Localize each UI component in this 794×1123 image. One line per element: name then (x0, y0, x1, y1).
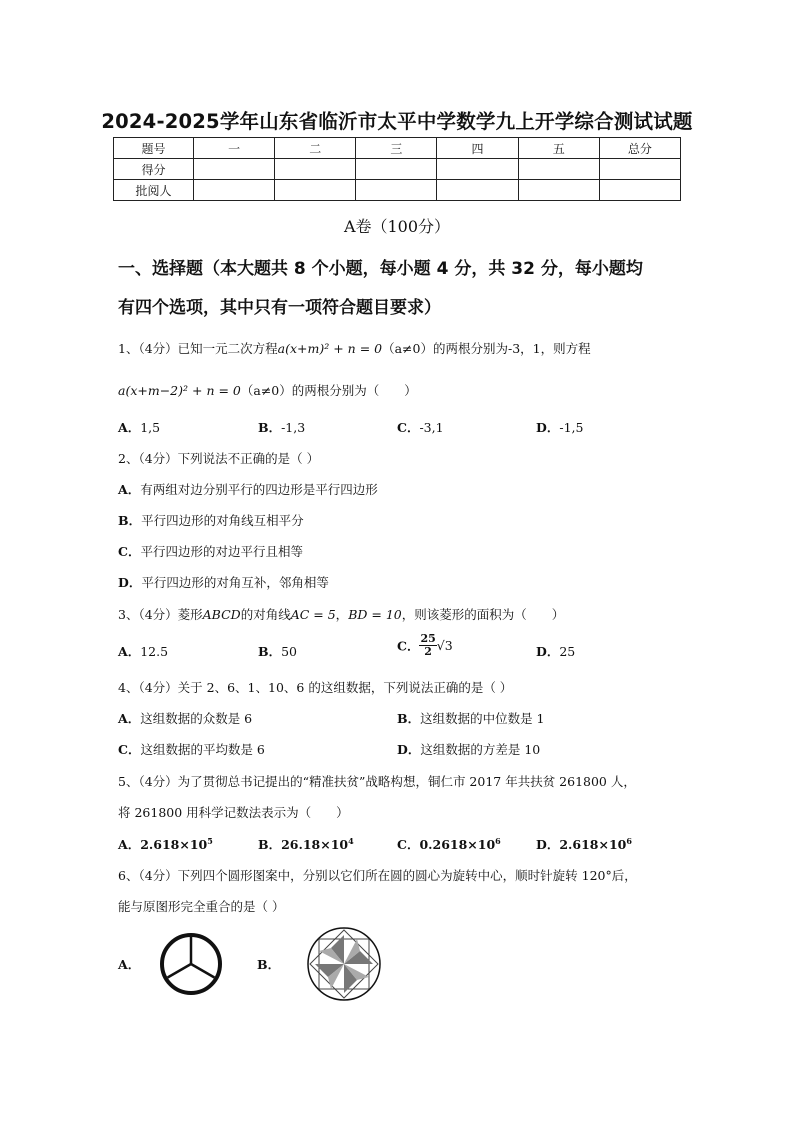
option-text: 有两组对边分别平行的四边形是平行四边形 (140, 482, 378, 497)
option-base: 26.18×10 (281, 837, 349, 852)
option-text: -3,1 (419, 420, 444, 435)
table-cell (437, 180, 518, 201)
q1-option-b[interactable] (258, 418, 305, 436)
option-letter: B． (258, 420, 282, 435)
q1-option-c[interactable] (397, 418, 444, 436)
q3-prefix: 3、（4分）菱形 (118, 607, 203, 622)
fraction-numerator: 25 (420, 632, 436, 645)
q4-option-a[interactable] (118, 709, 252, 727)
option-letter: D． (397, 742, 421, 757)
option-base: 2.618×10 (559, 837, 627, 852)
option-base: 2.618×10 (140, 837, 208, 852)
table-cell (599, 180, 680, 201)
q3-sep: ， (335, 607, 349, 622)
option-letter: A． (118, 420, 141, 435)
option-exponent: 5 (207, 835, 213, 846)
option-letter: C． (118, 544, 141, 559)
table-cell (275, 180, 356, 201)
table-cell (356, 180, 437, 201)
q4-option-c[interactable] (118, 740, 265, 758)
option-text: 这组数据的方差是 10 (420, 742, 541, 757)
sqrt-value: √3 (436, 638, 453, 653)
option-text: 这组数据的众数是 6 (140, 711, 253, 726)
q1-stem-line1 (118, 339, 591, 357)
option-exponent: 6 (495, 835, 501, 846)
option-letter: C． (397, 837, 420, 852)
q2-option-a[interactable] (118, 480, 378, 498)
q5-option-b[interactable] (258, 835, 354, 853)
option-letter: D． (536, 644, 560, 659)
option-letter: C． (397, 420, 420, 435)
table-cell: 批阅人 (114, 180, 194, 201)
q4-option-d[interactable] (397, 740, 540, 758)
option-letter: C． (118, 742, 141, 757)
option-text: 平行四边形的对角互补，邻角相等 (141, 575, 329, 590)
q1-prefix: 1、（4分）已知一元二次方程 (118, 341, 278, 356)
q1-option-a[interactable] (118, 418, 160, 436)
option-letter: C． (397, 638, 420, 654)
q1-equation1: a(x+m)² + n = 0 (277, 341, 383, 356)
score-table-row (114, 159, 681, 180)
q3-suffix: ，则该菱形的面积为（ ） (401, 607, 565, 622)
option-text: 25 (559, 644, 576, 659)
q3-ac: AC = 5 (290, 607, 336, 622)
option-base: 0.2618×10 (419, 837, 496, 852)
option-text: -1,5 (559, 420, 584, 435)
part1-heading-line2: 有四个选项，其中只有一项符合题目要求） (118, 298, 441, 318)
option-text: 1,5 (140, 420, 161, 435)
option-letter: A． (118, 644, 141, 659)
option-letter: B． (397, 711, 421, 726)
option-letter: B． (258, 644, 282, 659)
table-cell: 四 (437, 138, 518, 159)
q2-stem: 2、（4分）下列说法不正确的是（ ） (118, 451, 320, 466)
option-letter: B． (258, 837, 282, 852)
option-letter: B． (257, 957, 281, 972)
q3-option-b[interactable] (258, 642, 297, 660)
option-text: 这组数据的平均数是 6 (140, 742, 265, 757)
q3-stem (118, 605, 564, 623)
q1-option-d[interactable] (536, 418, 583, 436)
table-cell: 得分 (114, 159, 194, 180)
three-pointed-star-circle-icon (158, 931, 224, 997)
q3-abcd: ABCD (202, 607, 241, 622)
table-cell (599, 159, 680, 180)
option-letter: A． (118, 711, 141, 726)
q1-suffix: （a≠0）的两根分别为（ ） (240, 383, 417, 398)
q3-option-a[interactable] (118, 642, 168, 660)
q2-option-d[interactable] (118, 573, 329, 591)
option-text: 12.5 (140, 644, 169, 659)
table-cell: 三 (356, 138, 437, 159)
table-cell: 总分 (599, 138, 680, 159)
table-cell: 二 (275, 138, 356, 159)
q5-stem-line1: 5、（4分）为了贯彻总书记提出的“精准扶贫”战略构想，铜仁市 2017 年共扶贫 261800 人， (118, 774, 636, 789)
option-letter: A． (118, 957, 141, 972)
q6-option-a[interactable] (118, 955, 140, 973)
q5-option-d[interactable] (536, 835, 632, 853)
option-letter: A． (118, 837, 141, 852)
q1-equation2: a(x+m−2)² + n = 0 (118, 383, 241, 398)
option-letter: D． (536, 420, 560, 435)
option-letter: D． (118, 575, 142, 590)
score-table (113, 137, 681, 201)
part1-heading-line1: 一、选择题（本大题共 8 个小题，每小题 4 分，共 32 分，每小题均 (118, 259, 643, 279)
q1-mid: （a≠0）的两根分别为-3，1，则方程 (382, 341, 591, 356)
fraction-denominator: 2 (424, 645, 432, 658)
fraction (419, 633, 436, 658)
table-cell: 题号 (114, 138, 194, 159)
option-letter: B． (118, 513, 142, 528)
q6-option-b[interactable] (257, 955, 280, 973)
q5-stem-line2: 将 261800 用科学记数法表示为（ ） (118, 805, 349, 820)
q3-option-d[interactable] (536, 642, 575, 660)
q3-mid1: 的对角线 (240, 607, 291, 622)
option-text: 平行四边形的对角线互相平分 (141, 513, 304, 528)
q2-option-c[interactable] (118, 542, 303, 560)
score-table-row (114, 180, 681, 201)
option-letter: A． (118, 482, 141, 497)
pinwheel-circle-icon (305, 925, 383, 1003)
q3-option-c[interactable] (397, 633, 453, 658)
q1-stem-line2 (118, 381, 417, 399)
option-exponent: 6 (626, 835, 632, 846)
q2-option-b[interactable] (118, 511, 304, 529)
section-a-title: A卷（100分） (343, 217, 451, 236)
table-cell (437, 159, 518, 180)
q5-option-a[interactable] (118, 835, 213, 853)
option-text: -1,3 (281, 420, 306, 435)
table-cell: 一 (194, 138, 275, 159)
table-cell (518, 159, 599, 180)
table-cell (275, 159, 356, 180)
exam-title: 2024-2025学年山东省临沂市太平中学数学九上开学综合测试试题 (101, 110, 693, 133)
option-text: 这组数据的中位数是 1 (420, 711, 545, 726)
q6-stem-line1: 6、（4分）下列四个圆形图案中，分别以它们所在圆的圆心为旋转中心，顺时针旋转 120°后， (118, 868, 637, 883)
q4-stem: 4、（4分）关于 2、6、1、10、6 的这组数据，下列说法正确的是（ ） (118, 680, 513, 695)
option-exponent: 4 (348, 835, 354, 846)
q6-stem-line2: 能与原图形完全重合的是（ ） (118, 899, 285, 914)
table-cell (194, 159, 275, 180)
q5-option-c[interactable] (397, 835, 501, 853)
table-cell (356, 159, 437, 180)
table-cell: 五 (518, 138, 599, 159)
q4-option-b[interactable] (397, 709, 545, 727)
option-text: 平行四边形的对边平行且相等 (140, 544, 303, 559)
option-text: 50 (281, 644, 297, 659)
table-cell (518, 180, 599, 201)
score-table-header-row (114, 138, 681, 159)
q3-bd: BD = 10 (348, 607, 402, 622)
option-letter: D． (536, 837, 560, 852)
table-cell (194, 180, 275, 201)
